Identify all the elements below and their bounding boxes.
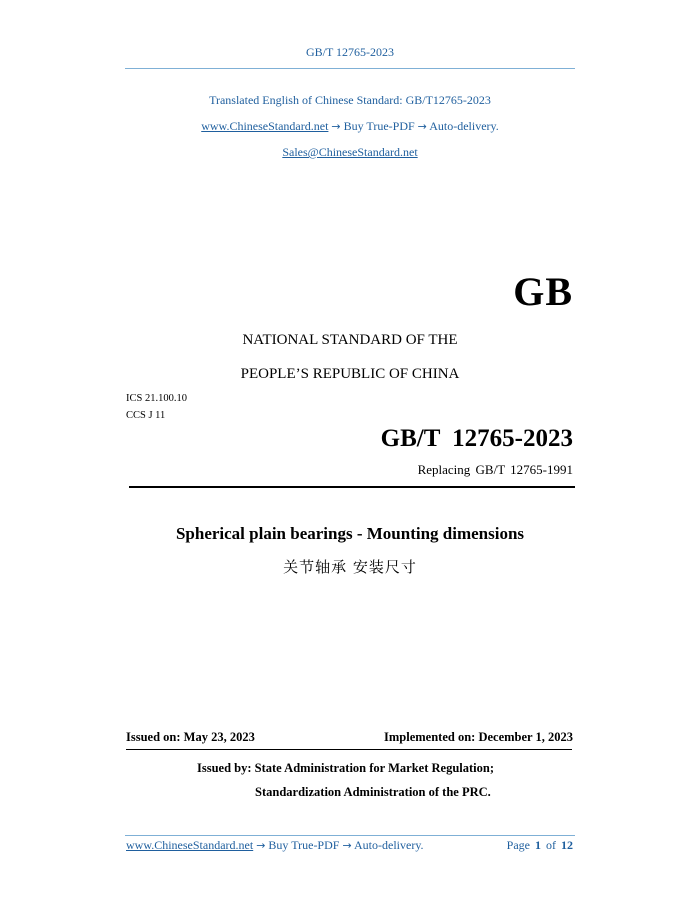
page-of: of [546, 838, 556, 852]
arrow-right-icon: → [256, 839, 266, 852]
issued-by-line-1: Issued by: State Administration for Market Regulation; [197, 761, 494, 775]
national-standard-line-2: PEOPLE’S REPUBLIC OF CHINA [240, 366, 460, 382]
implemented-on-date: Implemented on: December 1, 2023 [384, 730, 573, 744]
footer-delivery-text: Auto-delivery. [354, 838, 424, 852]
running-header: GB/T 12765-2023 [305, 45, 395, 59]
gb-mark: GB [513, 269, 573, 314]
site-line [0, 119, 700, 134]
english-title: Spherical plain bearings - Mounting dimensions [175, 524, 525, 543]
arrow-right-icon: → [331, 120, 341, 133]
ccs-code: CCS J 11 [126, 410, 166, 421]
page-label: Page [506, 838, 530, 852]
site-link[interactable]: www.ChineseStandard.net [201, 119, 329, 133]
arrow-right-icon: → [417, 120, 427, 133]
page-current: 1 [535, 838, 541, 852]
footer-buy-text: Buy True-PDF [268, 838, 340, 852]
page-total: 12 [561, 838, 573, 852]
national-standard-line-1: NATIONAL STANDARD OF THE [242, 332, 458, 348]
issued-on-date: Issued on: May 23, 2023 [126, 730, 255, 744]
translation-note: Translated English of Chinese Standard: GB/T12765-2023 [209, 93, 491, 107]
replacing-line: Replacing GB/T 12765-1991 [417, 462, 573, 477]
footer-site-link[interactable]: www.ChineseStandard.net [126, 838, 254, 852]
sales-line [0, 145, 700, 160]
ics-code: ICS 21.100.10 [126, 393, 187, 404]
sales-email-link[interactable]: Sales@ChineseStandard.net [282, 145, 418, 159]
arrow-right-icon: → [342, 839, 352, 852]
buy-true-pdf-text: Buy True-PDF [343, 119, 415, 133]
footer-links [126, 838, 424, 853]
issued-by-line-2: Standardization Administration of the PRC. [255, 785, 491, 799]
dates-rule [126, 749, 572, 750]
page-indicator [507, 838, 573, 853]
standard-number: GB/T 12765-2023 [380, 425, 573, 452]
main-rule [129, 486, 575, 488]
chinese-title: 关节轴承 安装尺寸 [283, 558, 417, 576]
header-rule [125, 68, 575, 69]
auto-delivery-text: Auto-delivery. [429, 119, 499, 133]
footer-rule [125, 835, 575, 836]
